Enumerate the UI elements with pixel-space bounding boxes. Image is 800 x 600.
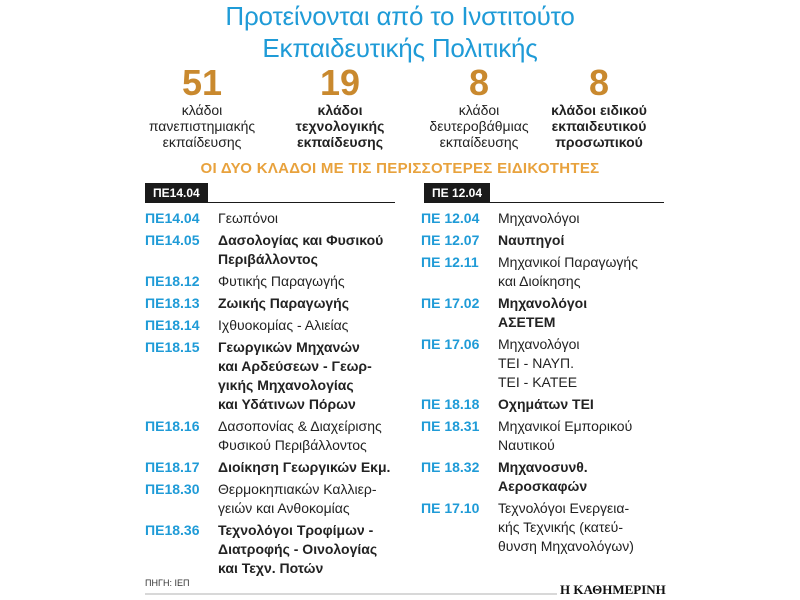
specialty-name-line: Αεροσκαφών [498, 478, 588, 494]
specialty-code: ΠΕ18.15 [145, 339, 200, 355]
specialty-name-line: Φυτικής Παραγωγής [218, 273, 345, 289]
specialty-name-line: ΤΕΙ - ΚΑΤΕΕ [498, 374, 578, 390]
specialty-name [498, 499, 634, 556]
specialty-name [218, 458, 390, 477]
specialty-name-line: Μηχανικοί Εμπορικού [498, 418, 633, 434]
specialty-name-line: Μηχανοσυνθ. [498, 459, 588, 475]
specialty-code: ΠΕ 12.11 [421, 254, 479, 270]
specialty-name-line: Γεωργικών Μηχανών [218, 339, 360, 355]
specialty-code: ΠΕ18.30 [145, 481, 200, 497]
specialty-name-line: Ιχθυοκομίας - Αλιείας [218, 317, 349, 333]
stat-technological [265, 64, 415, 150]
specialty-name-line: Ναυπηγοί [498, 232, 565, 248]
specialty-name-line: γικής Μηχανολογίας [218, 377, 354, 393]
right-column-rule [424, 202, 664, 203]
list-item [145, 316, 413, 335]
specialty-code: ΠΕ 18.32 [421, 459, 480, 475]
specialty-name-line: Θερμοκηπιακών Καλλιερ- [218, 481, 377, 497]
specialty-name [218, 294, 349, 313]
list-item [145, 209, 413, 228]
specialty-name-line: Περιβάλλοντος [218, 251, 318, 267]
left-column-header: ΠΕ14.04 [145, 183, 208, 203]
specialty-name-line: Μηχανικοί Παραγωγής [498, 254, 638, 270]
specialty-name-line: Τεχνολόγοι Τροφίμων - [218, 522, 374, 538]
right-column-header: ΠΕ 12.04 [424, 183, 490, 203]
publisher-logo: Η ΚΑΘΗΜΕΡΙΝΗ [560, 582, 666, 597]
list-item [145, 231, 413, 269]
specialty-name [498, 231, 564, 250]
title-line-2: Εκπαιδευτικής Πολιτικής [262, 33, 538, 63]
specialty-code: ΠΕ 12.07 [421, 232, 480, 248]
left-specialties-list [145, 209, 413, 581]
specialty-name [218, 316, 348, 335]
source-note: ΠΗΓΗ: ΙΕΠ [145, 578, 190, 588]
specialty-name-line: Γεωπόνοι [218, 210, 279, 226]
stat-desc-line: κλάδοι [317, 102, 363, 118]
stat-desc-line: κλάδοι [458, 102, 500, 118]
specialty-name [498, 458, 588, 496]
stat-desc-line: εκπαιδευτικού [551, 118, 647, 134]
specialty-name-line: και Διοίκησης [498, 273, 581, 289]
list-item [145, 417, 413, 455]
specialty-name [218, 209, 278, 228]
stat-desc-line: κλάδοι ειδικού [551, 102, 647, 118]
list-item [421, 458, 666, 496]
stat-number: 19 [319, 62, 361, 103]
list-item [145, 294, 413, 313]
specialty-code: ΠΕ18.16 [145, 418, 200, 434]
specialty-name [218, 521, 377, 578]
specialty-name-line: κής Τεχνικής (κατεύ- [498, 519, 623, 535]
specialty-name [498, 294, 587, 332]
specialty-name-line: Δασοπονίας & Διαχείρισης [218, 418, 382, 434]
specialty-code: ΠΕ 17.10 [421, 500, 480, 516]
specialty-name [218, 480, 376, 518]
specialty-code: ΠΕ 18.18 [421, 396, 480, 412]
specialty-name-line: Διατροφής - Οινολογίας [218, 541, 378, 557]
stat-number: 51 [181, 62, 223, 103]
stat-desc-line: εκπαίδευσης [162, 134, 242, 150]
specialty-name [498, 417, 632, 455]
stat-special-staff [524, 64, 674, 150]
list-item [145, 458, 413, 477]
specialty-name [218, 417, 382, 455]
list-item [421, 499, 666, 556]
specialty-name-line: Τεχνολόγοι Ενεργεια- [498, 500, 630, 516]
stat-desc-line: εκπαίδευσης [297, 134, 383, 150]
stat-desc-line: δευτεροβάθμιας [429, 118, 529, 134]
specialty-name [218, 231, 383, 269]
specialty-name-line: Μηχανολόγοι [498, 295, 588, 311]
specialty-name [218, 272, 345, 291]
bottom-rule [145, 593, 557, 595]
specialty-code: ΠΕ 17.06 [421, 336, 480, 352]
list-item [421, 231, 666, 250]
left-column-rule [145, 202, 395, 203]
specialty-name-line: Φυσικού Περιβάλλοντος [218, 437, 367, 453]
stat-desc-line: προσωπικού [555, 134, 643, 150]
list-item [145, 338, 413, 414]
list-item [145, 272, 413, 291]
stat-university [127, 64, 277, 150]
stat-desc-line: εκπαίδευσης [439, 134, 519, 150]
section-subtitle: ΟΙ ΔΥΟ ΚΛΑΔΟΙ ΜΕ ΤΙΣ ΠΕΡΙΣΣΟΤΕΡΕΣ ΕΙΔΙΚΟΤΗΤΕΣ [200, 160, 600, 177]
stat-desc-line: πανεπιστημιακής [148, 118, 256, 134]
specialty-name-line: γειών και Ανθοκομίας [218, 500, 350, 516]
list-item [421, 395, 666, 414]
specialty-name-line: Οχημάτων ΤΕΙ [498, 396, 594, 412]
specialty-code: ΠΕ 17.02 [421, 295, 480, 311]
specialty-name-line: ΤΕΙ - ΝΑΥΠ. [498, 355, 574, 371]
specialty-name-line: ΑΣΕΤΕΜ [498, 314, 556, 330]
title-line-1: Προτείνονται από το Ινστιτούτο [225, 1, 575, 31]
specialty-code: ΠΕ14.04 [145, 210, 200, 226]
list-item [421, 294, 666, 332]
specialty-code: ΠΕ18.13 [145, 295, 200, 311]
right-specialties-list [421, 209, 666, 559]
specialty-name-line: Ναυτικού [498, 437, 555, 453]
specialty-name-line: και Αρδεύσεων - Γεωρ- [218, 358, 372, 374]
list-item [421, 417, 666, 455]
specialty-name [498, 253, 638, 291]
specialty-name-line: Μηχανολόγοι [498, 336, 580, 352]
specialty-name-line: Μηχανολόγοι [498, 210, 580, 226]
specialty-code: ΠΕ18.12 [145, 273, 200, 289]
specialty-name [498, 335, 580, 392]
specialty-code: ΠΕ 18.31 [421, 418, 480, 434]
list-item [145, 521, 413, 578]
specialty-name-line: θυνση Μηχανολόγων) [498, 538, 634, 554]
specialty-name-line: και Υδάτινων Πόρων [218, 396, 356, 412]
specialty-name-line: Ζωικής Παραγωγής [218, 295, 350, 311]
specialty-name [498, 395, 594, 414]
specialty-code: ΠΕ14.05 [145, 232, 200, 248]
specialty-code: ΠΕ18.36 [145, 522, 200, 538]
specialty-name-line: Διοίκηση Γεωργικών Εκμ. [218, 459, 391, 475]
specialty-name [498, 209, 580, 228]
specialty-name-line: Δασολογίας και Φυσικού [218, 232, 384, 248]
specialty-name-line: και Τεχν. Ποτών [218, 560, 324, 576]
stat-number: 8 [468, 62, 490, 103]
stat-desc-line: τεχνολογικής [295, 118, 385, 134]
specialty-code: ΠΕ18.17 [145, 459, 200, 475]
list-item [421, 209, 666, 228]
list-item [145, 480, 413, 518]
stat-desc-line: κλάδοι [181, 102, 223, 118]
specialty-name [218, 338, 372, 414]
list-item [421, 335, 666, 392]
stat-number: 8 [588, 62, 610, 103]
specialty-code: ΠΕ 12.04 [421, 210, 480, 226]
specialty-code: ΠΕ18.14 [145, 317, 200, 333]
list-item [421, 253, 666, 291]
